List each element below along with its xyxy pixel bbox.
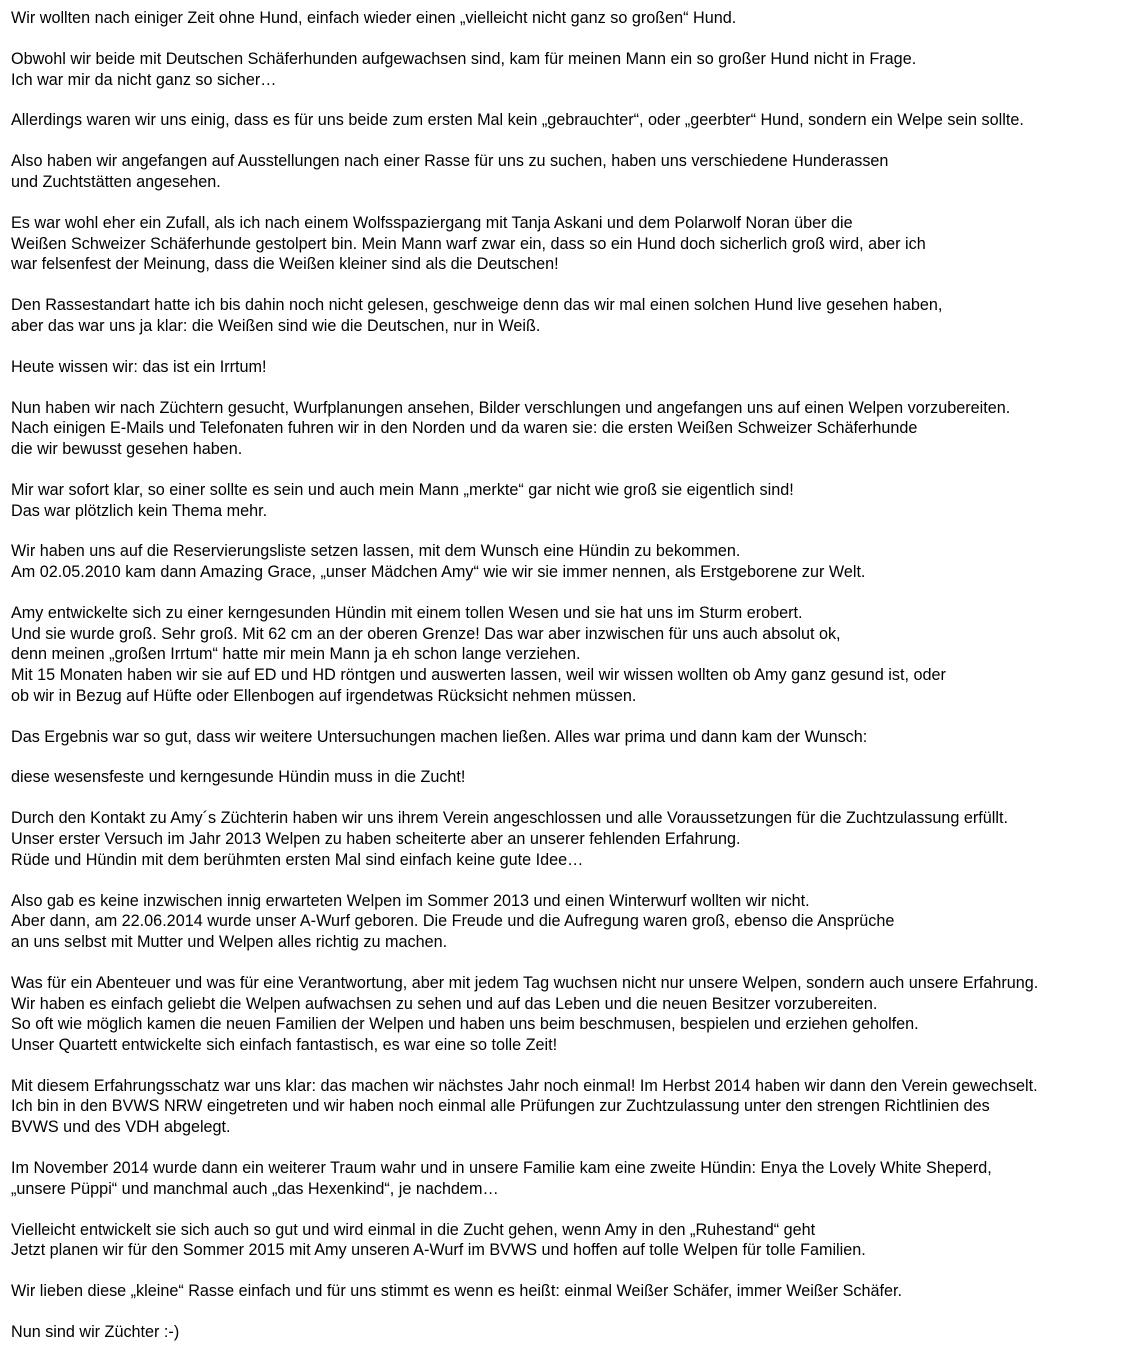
- text-line: und Zuchtstätten angesehen.: [11, 173, 221, 191]
- text-line: Wir haben uns auf die Reservierungsliste setzen lassen, mit dem Wunsch eine Hündin zu bekommen.: [11, 542, 741, 561]
- paragraph: [11, 480, 1129, 521]
- text-line: Rüde und Hündin mit dem berühmten ersten Mal sind einfach keine gute Idee…: [11, 850, 584, 869]
- text-line: Nun haben wir nach Züchtern gesucht, Wurfplanungen ansehen, Bilder verschlungen und angefangen uns auf einen Welpen vorzubereiten.: [11, 398, 1011, 417]
- text-line: Es war wohl eher ein Zufall, als ich nach einem Wolfsspaziergang mit Tanja Askani und dem Polarwolf Noran über die: [11, 213, 853, 232]
- text-line: Jetzt planen wir für den Sommer 2015 mit Amy unseren A-Wurf im BVWS und hoffen auf tolle Welpen für tolle Familien.: [11, 1241, 866, 1260]
- text-line: Das war plötzlich kein Thema mehr.: [11, 501, 268, 520]
- text-line: Am 02.05.2010 kam dann Amazing Grace, „unser Mädchen Amy“ wie wir sie immer nennen, als Erstgeborene zur Welt.: [11, 563, 866, 582]
- paragraph: [11, 973, 1129, 1056]
- text-line: Und sie wurde groß. Sehr groß. Mit 62 cm an der oberen Grenze! Das war aber inzwischen für uns auch absolut ok,: [11, 624, 841, 643]
- text-line: Mit diesem Erfahrungsschatz war uns klar: das machen wir nächstes Jahr noch einmal! Im Herbst 2014 haben wir dann den Verein gewechselt.: [11, 1076, 1038, 1095]
- paragraph: [11, 1158, 1129, 1199]
- text-line: Ich war mir da nicht ganz so sicher…: [11, 70, 277, 89]
- paragraph: [11, 295, 1129, 336]
- text-line: So oft wie möglich kamen die neuen Familien der Welpen und haben uns beim beschmusen, bespielen und erziehen geholfen.: [11, 1015, 919, 1034]
- text-line: Mir war sofort klar, so einer sollte es sein und auch mein Mann „merkte“ gar nicht wie groß sie eigentlich sind!: [11, 480, 794, 499]
- text-line: Mit 15 Monaten haben wir sie auf ED und HD röntgen und auswerten lassen, weil wir wissen wollten ob Amy ganz gesund ist, oder: [11, 666, 946, 684]
- text-line: diese wesensfeste und kerngesunde Hündin muss in die Zucht!: [11, 768, 466, 787]
- text-line: ob wir in Bezug auf Hüfte oder Ellenbogen auf irgendetwas Rücksicht nehmen müssen.: [11, 686, 637, 705]
- paragraph: [11, 398, 1129, 460]
- paragraph: [11, 541, 1129, 582]
- text-line: Heute wissen wir: das ist ein Irrtum!: [11, 357, 267, 376]
- paragraph: [11, 727, 1129, 748]
- text-line: Amy entwickelte sich zu einer kerngesunden Hündin mit einem tollen Wesen und sie hat uns im Sturm erobert.: [11, 603, 803, 622]
- text-line: Wir wollten nach einiger Zeit ohne Hund, einfach wieder einen „vielleicht nicht ganz so großen“ Hund.: [11, 9, 737, 27]
- paragraph: [11, 357, 1129, 378]
- paragraph: [11, 49, 1129, 90]
- text-line: Nach einigen E-Mails und Telefonaten fuhren wir in den Norden und da waren sie: die ersten Weißen Schweizer Schäferhunde: [11, 419, 918, 438]
- text-line: Wir lieben diese „kleine“ Rasse einfach und für uns stimmt es wenn es heißt: einmal Weißer Schäfer, immer Weißer Schäfer.: [11, 1282, 902, 1301]
- text-line: war felsenfest der Meinung, dass die Weißen kleiner sind als die Deutschen!: [11, 255, 559, 274]
- text-line: Aber dann, am 22.06.2014 wurde unser A-Wurf geboren. Die Freude und die Aufregung waren groß, ebenso die Ansprüche: [11, 912, 895, 931]
- text-line: Im November 2014 wurde dann ein weiterer Traum wahr und in unsere Familie kam eine zweite Hündin: Enya the Lovely White Sheperd,: [11, 1159, 992, 1177]
- text-line: Vielleicht entwickelt sie sich auch so gut und wird einmal in die Zucht gehen, wenn Amy in den „Ruhestand“ geht: [11, 1220, 816, 1239]
- text-line: BVWS und des VDH abgelegt.: [11, 1118, 231, 1137]
- paragraph: [11, 1322, 1129, 1343]
- text-line: Also haben wir angefangen auf Ausstellungen nach einer Rasse für uns zu suchen, haben uns verschiedene Hunderassen: [11, 152, 889, 171]
- paragraph: [11, 151, 1129, 192]
- text-line: Durch den Kontakt zu Amy´s Züchterin haben wir uns ihrem Verein angeschlossen und alle Voraussetzungen für die Zuchtzulassung erfüllt.: [11, 809, 1008, 828]
- text-line: an uns selbst mit Mutter und Welpen alles richtig zu machen.: [11, 932, 448, 951]
- text-line: aber das war uns ja klar: die Weißen sind wie die Deutschen, nur in Weiß.: [11, 316, 541, 335]
- text-line: Das Ergebnis war so gut, dass wir weitere Untersuchungen machen ließen. Alles war prima und dann kam der Wunsch:: [11, 727, 868, 746]
- text-line: Obwohl wir beide mit Deutschen Schäferhunden aufgewachsen sind, kam für meinen Mann ein so großer Hund nicht in Frage.: [11, 49, 917, 68]
- text-line: denn meinen „großen Irrtum“ hatte mir mein Mann ja eh schon lange verziehen.: [11, 645, 581, 664]
- text-line: Allerdings waren wir uns einig, dass es für uns beide zum ersten Mal kein „gebrauchter“, oder „geerbter“ Hund, sondern ein Welpe sein sollte.: [11, 111, 1024, 130]
- paragraph: [11, 213, 1129, 275]
- text-line: Weißen Schweizer Schäferhunde gestolpert bin. Mein Mann warf zwar ein, dass so ein Hund doch sicherlich groß wird, aber ich: [11, 234, 926, 253]
- paragraph: [11, 1220, 1129, 1261]
- paragraph: [11, 1281, 1129, 1302]
- text-line: Also gab es keine inzwischen innig erwarteten Welpen im Sommer 2013 und einen Winterwurf wollten wir nicht.: [11, 891, 810, 910]
- paragraph: [11, 767, 1129, 788]
- text-line: Was für ein Abenteuer und was für eine Verantwortung, aber mit jedem Tag wuchsen nicht nur unsere Welpen, sondern auch unsere Erfahrung.: [11, 973, 1039, 992]
- text-line: Wir haben es einfach geliebt die Welpen aufwachsen zu sehen und auf das Leben und die neuen Besitzer vorzubereiten.: [11, 994, 878, 1013]
- paragraph: [11, 8, 1129, 29]
- text-line: „unsere Püppi“ und manchmal auch „das Hexenkind“, je nachdem…: [11, 1179, 499, 1198]
- paragraph: [11, 1076, 1129, 1138]
- text-line: Den Rassestandart hatte ich bis dahin noch nicht gelesen, geschweige denn das wir mal einen solchen Hund live gesehen haben,: [11, 296, 943, 315]
- document-body: [11, 8, 1129, 1363]
- text-line: Nun sind wir Züchter :-): [11, 1323, 180, 1341]
- paragraph: [11, 808, 1129, 870]
- text-line: Ich bin in den BVWS NRW eingetreten und wir haben noch einmal alle Prüfungen zur Zuchtzulassung unter den strengen Richtlinien des: [11, 1097, 990, 1116]
- text-line: die wir bewusst gesehen haben.: [11, 439, 243, 458]
- text-line: Unser Quartett entwickelte sich einfach fantastisch, es war eine so tolle Zeit!: [11, 1035, 558, 1054]
- text-line: Unser erster Versuch im Jahr 2013 Welpen zu haben scheiterte aber an unserer fehlenden Erfahrung.: [11, 830, 741, 848]
- paragraph: [11, 110, 1129, 131]
- paragraph: [11, 603, 1129, 706]
- paragraph: [11, 891, 1129, 953]
